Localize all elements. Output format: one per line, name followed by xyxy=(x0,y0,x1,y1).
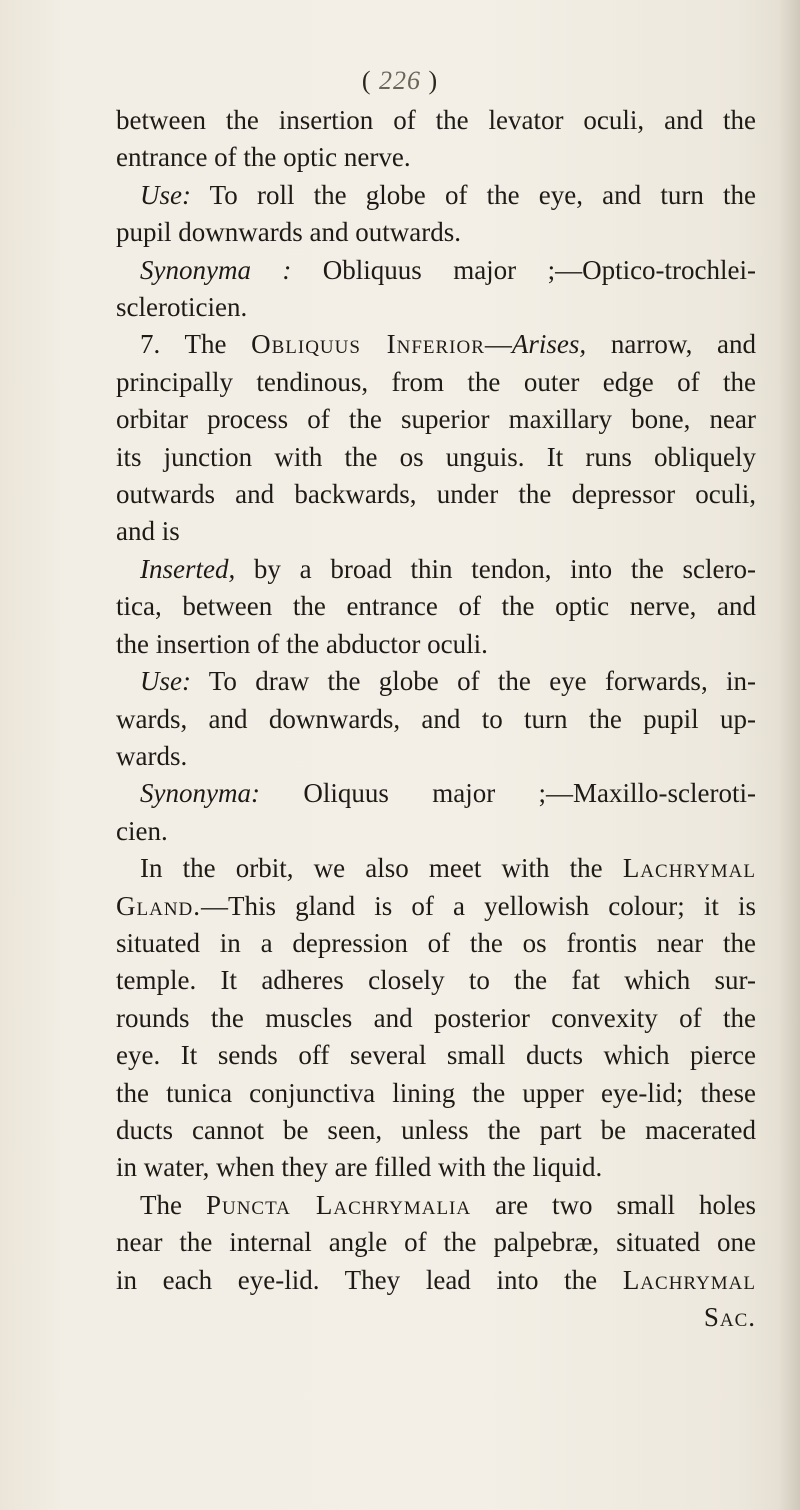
text-line xyxy=(116,701,756,738)
text-segment: by a broad thin tendon, into the sclero- xyxy=(235,553,756,584)
italic-term: Use: xyxy=(140,666,191,697)
text-line xyxy=(116,1075,756,1112)
small-caps-term: Lachrymal xyxy=(622,1264,756,1295)
text-segment: the insertion of the abductor oculi. xyxy=(116,628,488,659)
text-line xyxy=(116,1037,756,1074)
text-line xyxy=(116,1149,756,1186)
text-segment: 7. The xyxy=(140,329,252,360)
text-line xyxy=(116,401,756,438)
page-body-text xyxy=(116,102,756,1336)
text-line xyxy=(116,813,756,850)
header-close-paren: ) xyxy=(428,66,439,95)
text-segment: in water, when they are filled with the liquid. xyxy=(116,1152,603,1183)
text-line xyxy=(116,962,756,999)
text-line xyxy=(116,1112,756,1149)
text-segment: The xyxy=(140,1189,206,1220)
text-line xyxy=(116,1187,756,1224)
small-caps-term: Obliquus Inferior xyxy=(251,329,485,360)
italic-term: Synonyma: xyxy=(140,778,260,809)
text-line xyxy=(116,626,756,663)
text-line xyxy=(116,738,756,775)
text-line xyxy=(116,102,756,139)
text-segment: in each eye-lid. They lead into the xyxy=(116,1264,623,1295)
text-segment: — xyxy=(484,329,512,360)
text-segment: outwards and backwards, under the depressor oculi, xyxy=(116,479,756,510)
text-segment: entrance of the optic nerve. xyxy=(116,142,411,173)
text-line xyxy=(116,1000,756,1037)
text-segment: rounds the muscles and posterior convexity of the xyxy=(116,1002,756,1033)
text-segment: —This gland is of a yellowish colour; it is xyxy=(201,890,756,921)
text-segment: Obliquus major ;—Optico-trochlei- xyxy=(291,254,757,285)
text-line xyxy=(116,850,756,887)
text-line xyxy=(116,513,756,550)
text-segment: To draw the globe of the eye forwards, in- xyxy=(190,666,756,697)
text-segment: scleroticien. xyxy=(116,292,248,323)
italic-term: Use: xyxy=(140,179,191,210)
text-line xyxy=(116,214,756,251)
text-segment: wards, and downwards, and to turn the pupil up- xyxy=(116,703,756,734)
text-segment: are two small holes xyxy=(471,1189,756,1220)
text-segment: its junction with the os unguis. It runs obliquely xyxy=(116,441,756,472)
small-caps-term: Lachrymal xyxy=(622,853,756,884)
text-line xyxy=(116,1224,756,1261)
text-segment: situated in a depression of the os frontis near the xyxy=(116,927,756,958)
text-segment: narrow, and xyxy=(586,329,756,360)
italic-term: Synonyma : xyxy=(140,254,292,285)
text-segment: and is xyxy=(116,516,180,547)
text-line xyxy=(116,551,756,588)
small-caps-term: Puncta Lachrymalia xyxy=(205,1189,472,1220)
text-line xyxy=(116,925,756,962)
text-line xyxy=(116,252,756,289)
text-line xyxy=(116,139,756,176)
text-segment: ducts cannot be seen, unless the part be macerated xyxy=(116,1114,756,1145)
text-line xyxy=(116,1262,756,1299)
text-segment: eye. It sends off several small ducts which pierce xyxy=(116,1040,756,1071)
italic-term: Inserted, xyxy=(140,553,236,584)
text-segment: To roll the globe of the eye, and turn the xyxy=(190,179,756,210)
small-caps-term: Sac. xyxy=(703,1302,756,1332)
text-line xyxy=(116,888,756,925)
text-segment: principally tendinous, from the outer edge of the xyxy=(116,366,756,397)
text-line xyxy=(116,364,756,401)
text-line xyxy=(116,1299,756,1336)
text-segment: tica, between the entrance of the optic nerve, and xyxy=(116,591,756,622)
small-caps-term: Gland. xyxy=(116,890,202,921)
text-line xyxy=(116,663,756,700)
text-segment: orbitar process of the superior maxillary bone, near xyxy=(116,404,756,435)
text-segment: cien. xyxy=(116,815,168,846)
text-line xyxy=(116,476,756,513)
text-segment: the tunica conjunctiva lining the upper eye-lid; these xyxy=(116,1077,756,1108)
page-header xyxy=(0,66,800,96)
text-line xyxy=(116,588,756,625)
page-number: 226 xyxy=(379,66,421,95)
text-line xyxy=(116,775,756,812)
text-segment: pupil downwards and outwards. xyxy=(116,217,461,248)
text-segment: In the orbit, we also meet with the xyxy=(140,853,623,884)
text-segment: near the internal angle of the palpebræ, situated one xyxy=(116,1227,756,1258)
text-segment: temple. It adheres closely to the fat which sur- xyxy=(116,965,756,996)
text-segment: Oliquus major ;—Maxillo-scleroti- xyxy=(259,778,756,809)
text-segment: wards. xyxy=(116,740,188,771)
page-edge-shadow xyxy=(778,0,800,1510)
header-open-paren: ( xyxy=(361,66,372,95)
text-line xyxy=(116,326,756,363)
text-line xyxy=(116,289,756,326)
text-line xyxy=(116,439,756,476)
text-segment: between the insertion of the levator oculi, and the xyxy=(116,105,756,135)
italic-term: Arises, xyxy=(511,329,587,360)
text-line xyxy=(116,177,756,214)
